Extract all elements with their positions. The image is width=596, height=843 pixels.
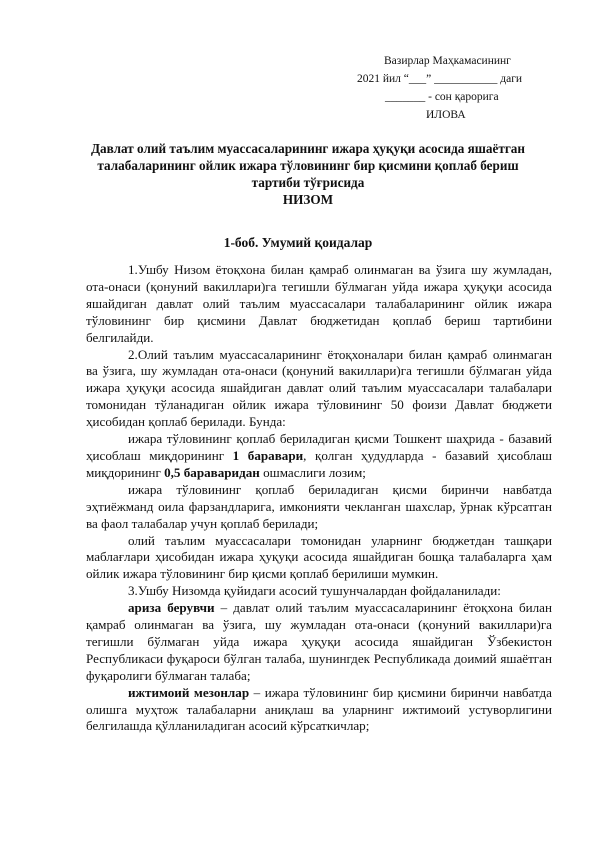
paragraph-3-bold-2: 0,5 бараваридан: [164, 464, 260, 480]
title-line-4: НИЗОМ: [282, 192, 334, 207]
term-social-criteria: ижтимоий мезонлар: [128, 684, 250, 700]
paragraph-4: ижара тўловининг қоплаб бериладиган қисми биринчи навбатда эҳтиёжманд оила фарзандларига, имконияти чекланган шахслар, ўрнак кўрсатган ва фаол талабалар учун қоплаб берилади;: [86, 481, 552, 531]
document-body: [86, 262, 552, 735]
paragraph-7: [86, 600, 552, 685]
paragraph-7-text: – давлат олий таълим муассасаларининг ётоқхона билан қамраб олинмаган ва ўзига, шу жумладан ота-онаси (қонуний вакиллари)га тегишли бўлмаган уйда ижара ҳуқуқи асосида яшайдиган Ўзбекистон Республикаси фуқароси бўлган талаба, шунингдек Республикада доимий яшаётган фуқаролиги бўлмаган талаба;: [86, 600, 552, 683]
title-line-1: Давлат олий таълим муассасаларининг ижара ҳуқуқи асосида яшаётган: [90, 141, 525, 156]
chapter-heading: 1-боб. Умумий қоидалар: [223, 235, 373, 250]
header-line-1: Вазирлар Маҳкамасининг: [384, 55, 511, 67]
paragraph-3-text-a: ижара тўловининг қоплаб бериладиган қисми Тошкент шаҳрида - базавий ҳисоблаш миқдорининг: [86, 431, 552, 463]
paragraph-3-text-d: ошмаслиги лозим;: [259, 464, 366, 480]
paragraph-2: 2.Олий таълим муассасаларининг ётоқхоналари билан қамраб олинмаган ва ўзига, шу жумладан ота-онаси (қонуний вакиллари)га тегишли бўлмаган уйда ижара ҳуқуқи асосида яшайдиган давлат олий таълим муассасалари талабалари томонидан тўланадиган ойлик ижара тўловининг 50 фоизи Давлат бюджети ҳисобидан қоплаб берилади. Бунда:: [86, 346, 552, 430]
term-applicant: ариза берувчи: [128, 600, 215, 616]
paragraph-3-text-c: , қолган ҳудудларда - базавий ҳисоблаш миқдорининг: [86, 447, 552, 480]
document-title: [70, 140, 546, 208]
paragraph-5: олий таълим муассасалари томонидан уларнинг бюджетдан ташқари маблағлари ҳисобидан ижара ҳуқуқи асосида яшайдиган бошқа талабаларга ҳам ойлик ижара тўловининг бир қисми қоплаб берилиши мумкин.: [86, 532, 552, 582]
title-line-3: тартиби тўғрисида: [251, 175, 365, 190]
header-line-3: _______ - сон қарорига: [385, 91, 499, 103]
paragraph-3: [86, 431, 552, 482]
paragraph-6: 3.Ушбу Низомда қуйидаги асосий тушунчалардан фойдаланилади:: [128, 583, 501, 599]
paragraph-8: [86, 685, 552, 736]
paragraph-1: 1.Ушбу Низом ётоқхона билан қамраб олинмаган ва ўзига шу жумладан, ота-онаси (қонуний вакиллари)га тегишли бўлмаган уйда ижара ҳуқуқи асосида яшайдиган давлат олий таълим муассасалари талабаларининг ойлик ижара тўловининг бир қисмини Давлат бюджетидан қоплаб бериш тартибини белгилайди.: [86, 262, 552, 345]
paragraph-3-bold-1: 1 баравари: [232, 447, 304, 463]
paragraph-8-text: – ижара тўловининг бир қисмини биринчи навбатда олишга муҳтож талабаларни аниқлаш ва уларнинг ижтимоий устуворлигини белгилашда қўлланиладиган асосий кўрсаткичлар;: [86, 684, 552, 734]
header-line-4: ИЛОВА: [426, 109, 466, 121]
title-line-2: талабаларининг ойлик ижара тўловининг бир қисмини қоплаб бериш: [97, 158, 519, 173]
header-line-2: 2021 йил “___” ___________ даги: [357, 73, 523, 85]
